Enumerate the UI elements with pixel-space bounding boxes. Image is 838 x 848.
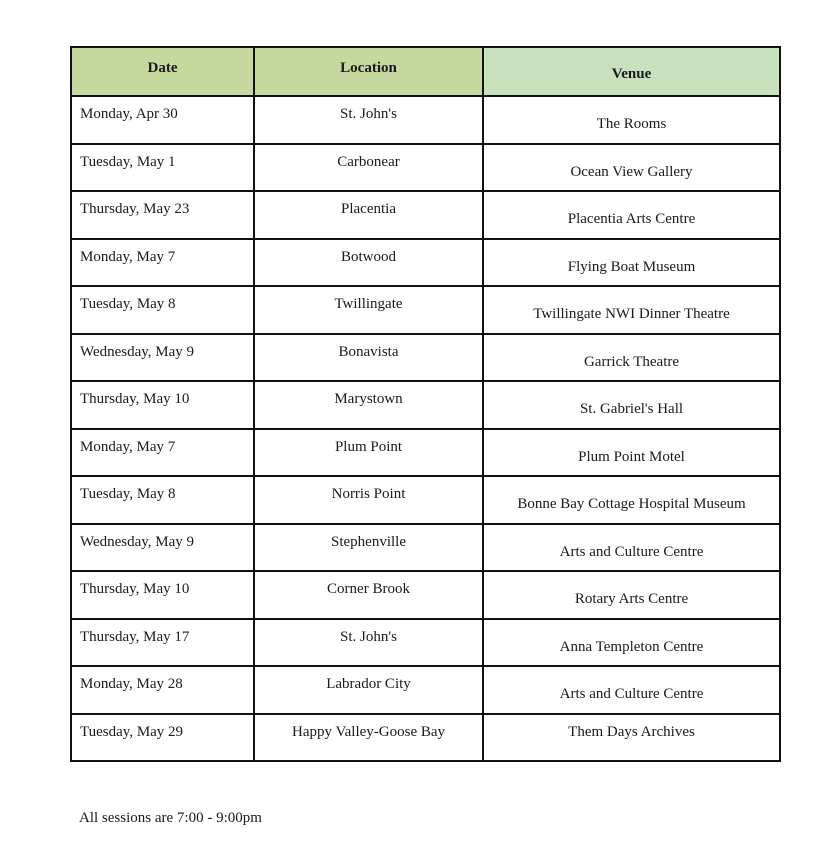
- cell-date: Wednesday, May 9: [71, 334, 254, 382]
- schedule-body: [71, 96, 780, 761]
- cell-venue: Ocean View Gallery: [483, 144, 780, 192]
- cell-venue: The Rooms: [483, 96, 780, 144]
- cell-venue: Them Days Archives: [483, 714, 780, 762]
- cell-date: Thursday, May 10: [71, 381, 254, 429]
- cell-date: Tuesday, May 1: [71, 144, 254, 192]
- cell-date: Monday, May 7: [71, 429, 254, 477]
- cell-venue: Arts and Culture Centre: [483, 666, 780, 714]
- cell-date: Monday, Apr 30: [71, 96, 254, 144]
- cell-venue: Arts and Culture Centre: [483, 524, 780, 572]
- cell-date: Thursday, May 17: [71, 619, 254, 667]
- cell-location: Carbonear: [254, 144, 483, 192]
- cell-location: St. John's: [254, 96, 483, 144]
- cell-venue: Anna Templeton Centre: [483, 619, 780, 667]
- sessions-time-note: All sessions are 7:00 - 9:00pm: [79, 810, 262, 826]
- cell-date: Wednesday, May 9: [71, 524, 254, 572]
- cell-venue: Plum Point Motel: [483, 429, 780, 477]
- cell-location: Labrador City: [254, 666, 483, 714]
- cell-date: Monday, May 28: [71, 666, 254, 714]
- table-row: [71, 334, 780, 382]
- table-row: [71, 571, 780, 619]
- cell-location: Twillingate: [254, 286, 483, 334]
- cell-location: Corner Brook: [254, 571, 483, 619]
- cell-location: Bonavista: [254, 334, 483, 382]
- table-row: [71, 714, 780, 762]
- cell-venue: Flying Boat Museum: [483, 239, 780, 287]
- table-row: [71, 619, 780, 667]
- table-row: [71, 476, 780, 524]
- cell-venue: Bonne Bay Cottage Hospital Museum: [483, 476, 780, 524]
- header-date: Date: [71, 47, 254, 96]
- cell-venue: Garrick Theatre: [483, 334, 780, 382]
- table-row: [71, 286, 780, 334]
- table-row: [71, 524, 780, 572]
- table-row: [71, 666, 780, 714]
- cell-location: Marystown: [254, 381, 483, 429]
- schedule-table: [70, 46, 781, 762]
- cell-location: Stephenville: [254, 524, 483, 572]
- cell-location: Happy Valley-Goose Bay: [254, 714, 483, 762]
- table-row: [71, 96, 780, 144]
- cell-date: Tuesday, May 8: [71, 286, 254, 334]
- table-header-row: [71, 47, 780, 96]
- cell-venue: St. Gabriel's Hall: [483, 381, 780, 429]
- cell-date: Thursday, May 10: [71, 571, 254, 619]
- table-row: [71, 191, 780, 239]
- cell-date: Tuesday, May 8: [71, 476, 254, 524]
- cell-date: Thursday, May 23: [71, 191, 254, 239]
- cell-venue: Placentia Arts Centre: [483, 191, 780, 239]
- cell-venue: Twillingate NWI Dinner Theatre: [483, 286, 780, 334]
- cell-date: Monday, May 7: [71, 239, 254, 287]
- table-row: [71, 381, 780, 429]
- cell-location: Placentia: [254, 191, 483, 239]
- cell-location: Plum Point: [254, 429, 483, 477]
- cell-venue: Rotary Arts Centre: [483, 571, 780, 619]
- cell-location: Norris Point: [254, 476, 483, 524]
- cell-location: Botwood: [254, 239, 483, 287]
- header-location: Location: [254, 47, 483, 96]
- cell-location: St. John's: [254, 619, 483, 667]
- table-row: [71, 429, 780, 477]
- header-venue: Venue: [483, 47, 780, 96]
- table-row: [71, 239, 780, 287]
- table-row: [71, 144, 780, 192]
- cell-date: Tuesday, May 29: [71, 714, 254, 762]
